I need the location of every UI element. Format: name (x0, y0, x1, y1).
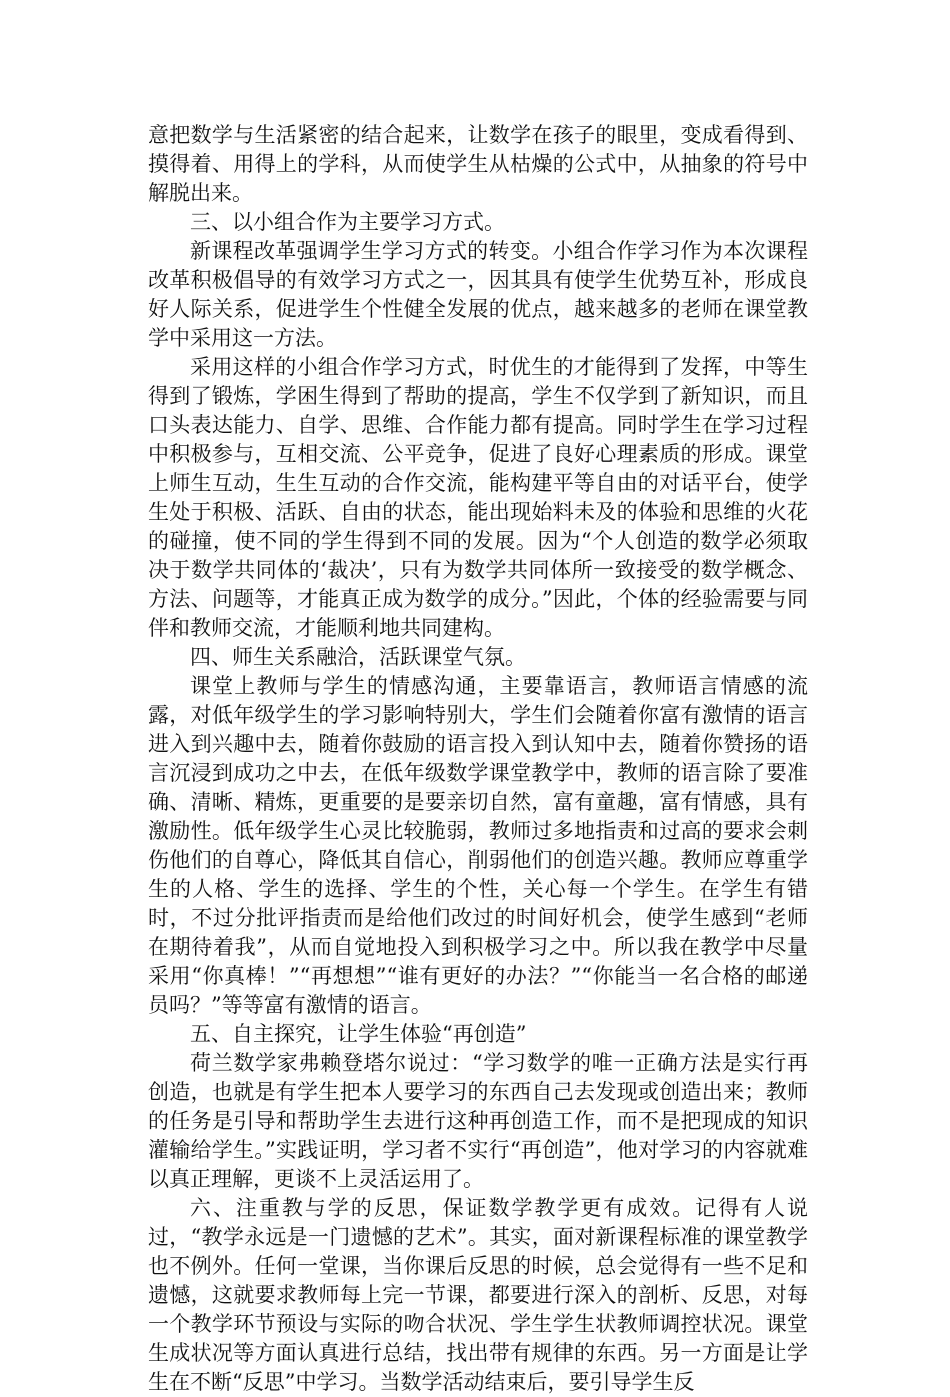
section-heading-4: 四、师生关系融洽，活跃课堂气氛。 (190, 645, 526, 669)
paragraph-3: 采用这样的小组合作学习方式，时优生的才能得到了发挥，中等生得到了锻炼，学困生得到了帮助的提高，学生不仅学到了新知识，而且口头表达能力、自学、思维、合作能力都有提高。同时学生在学习过程中积极参与，互相交流、公平竞争，促进了良好心理素质的形成。课堂上师生互动，生生互动的合作交流，能构建平等自由的对话平台，使学生处于积极、活跃、自由的状态，能出现始料未及的体验和思维的火花的碰撞，使不同的学生得到不同的发展。因为“个人创造的数学必须取决于数学共同体的‘裁决’，只有为数学共同体所一致接受的数学概念、方法、问题等，才能真正成为数学的成分。”因此，个体的经验需要与同伴和教师交流，才能顺利地共同建构。 (148, 355, 808, 640)
paragraph-5: 荷兰数学家弗赖登塔尔说过：“学习数学的唯一正确方法是实行再创造，也就是有学生把本人要学习的东西自己去发现或创造出来；教师的任务是引导和帮助学生去进行这种再创造工作，而不是把现成的知识灌输给学生。”实践证明，学习者不实行“再创造”，他对学习的内容就难以真正理解，更谈不上灵活运用了。 (148, 1051, 808, 1191)
paragraph-2: 新课程改革强调学生学习方式的转变。小组合作学习作为本次课程改革积极倡导的有效学习方式之一，因其具有使学生优势互补，形成良好人际关系，促进学生个性健全发展的优点，越来越多的老师在课堂教学中采用这一方法。 (148, 239, 808, 350)
section-heading-5: 五、自主探究，让学生体验“再创造” (190, 1022, 527, 1046)
document-page (148, 121, 808, 1397)
paragraph-1: 意把数学与生活紧密的结合起来，让数学在孩子的眼里，变成看得到、摸得着、用得上的学科，从而使学生从枯燥的公式中，从抽象的符号中解脱出来。 (148, 123, 808, 205)
paragraph-6: 六、注重教与学的反思，保证数学教学更有成效。记得有人说过，“教学永远是一门遗憾的艺术”。其实，面对新课程标准的课堂教学也不例外。任何一堂课，当你课后反思的时候，总会觉得有一些不足和遗憾，这就要求教师每上完一节课，都要进行深入的剖析、反思，对每一个教学环节预设与实际的吻合状况、学生学生状教师调控状况。课堂生成状况等方面认真进行总结，找出带有规律的东西。另一方面是让学生在不断“反思”中学习。当数学活动结束后，要引导学生反 (148, 1196, 808, 1394)
section-heading-3: 三、以小组合作为主要学习方式。 (190, 210, 505, 234)
paragraph-4: 课堂上教师与学生的情感沟通，主要靠语言，教师语言情感的流露，对低年级学生的学习影响特别大，学生们会随着你富有激情的语言进入到兴趣中去，随着你鼓励的语言投入到认知中去，随着你赞扬的语言沉浸到成功之中去，在低年级数学课堂教学中，教师的语言除了要准确、清晰、精炼，更重要的是要亲切自然，富有童趣，富有情感，具有激励性。低年级学生心灵比较脆弱，教师过多地指责和过高的要求会刺伤他们的自尊心，降低其自信心，削弱他们的创造兴趣。教师应尊重学生的人格、学生的选择、学生的个性，关心每一个学生。在学生有错时，不过分批评指责而是给他们改过的时间好机会，使学生感到“老师在期待着我”，从而自觉地投入到积极学习之中。所以我在教学中尽量采用“你真棒！”“再想想”“谁有更好的办法？”“你能当一名合格的邮递员吗？”等等富有激情的语言。 (148, 674, 808, 1017)
